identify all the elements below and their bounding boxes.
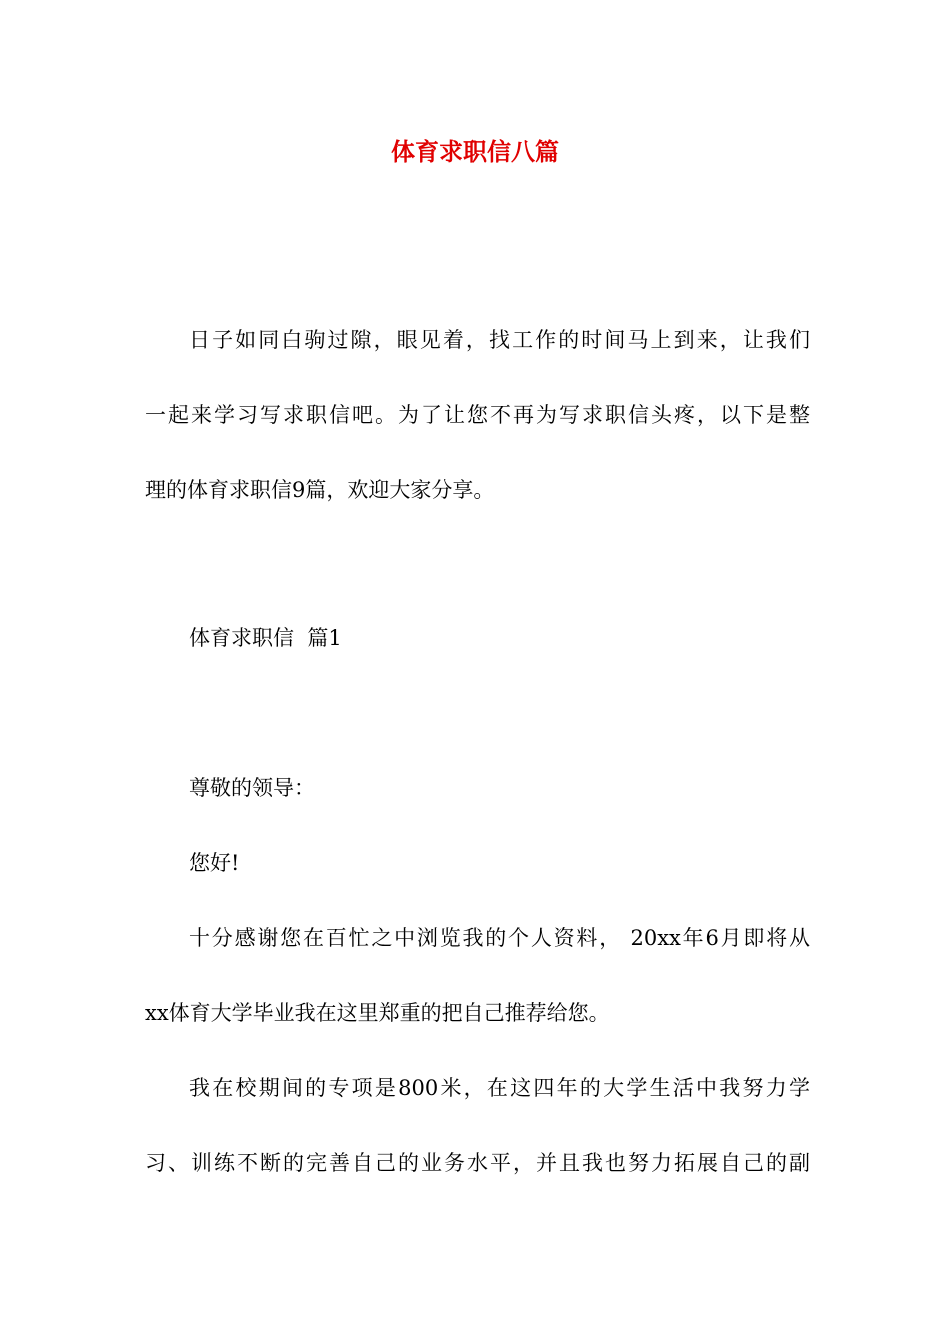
intro-line-1: 日子如同白驹过隙，眼见着，找工作的时间马上到来，让我们: [189, 328, 810, 352]
section-heading: 体育求职信 篇1: [189, 626, 342, 650]
salutation: 尊敬的领导：: [189, 776, 315, 800]
intro-line-3: 理的体育求职信9篇，欢迎大家分享。: [145, 478, 495, 502]
document-title: 体育求职信八篇: [391, 137, 559, 166]
paragraph-2-line-1: 我在校期间的专项是800米，在这四年的大学生活中我努力学: [189, 1076, 810, 1100]
paragraph-1-line-1: 十分感谢您在百忙之中浏览我的个人资料， 20xx年6月即将从: [189, 926, 810, 950]
paragraph-2-line-2: 习、训练不断的完善自己的业务水平，并且我也努力拓展自己的副: [145, 1151, 810, 1175]
greeting: 您好!: [189, 851, 240, 875]
paragraph-1-line-2: xx体育大学毕业我在这里郑重的把自己推荐给您。: [145, 1001, 610, 1025]
intro-line-2: 一起来学习写求职信吧。为了让您不再为写求职信头疼，以下是整: [145, 403, 810, 427]
